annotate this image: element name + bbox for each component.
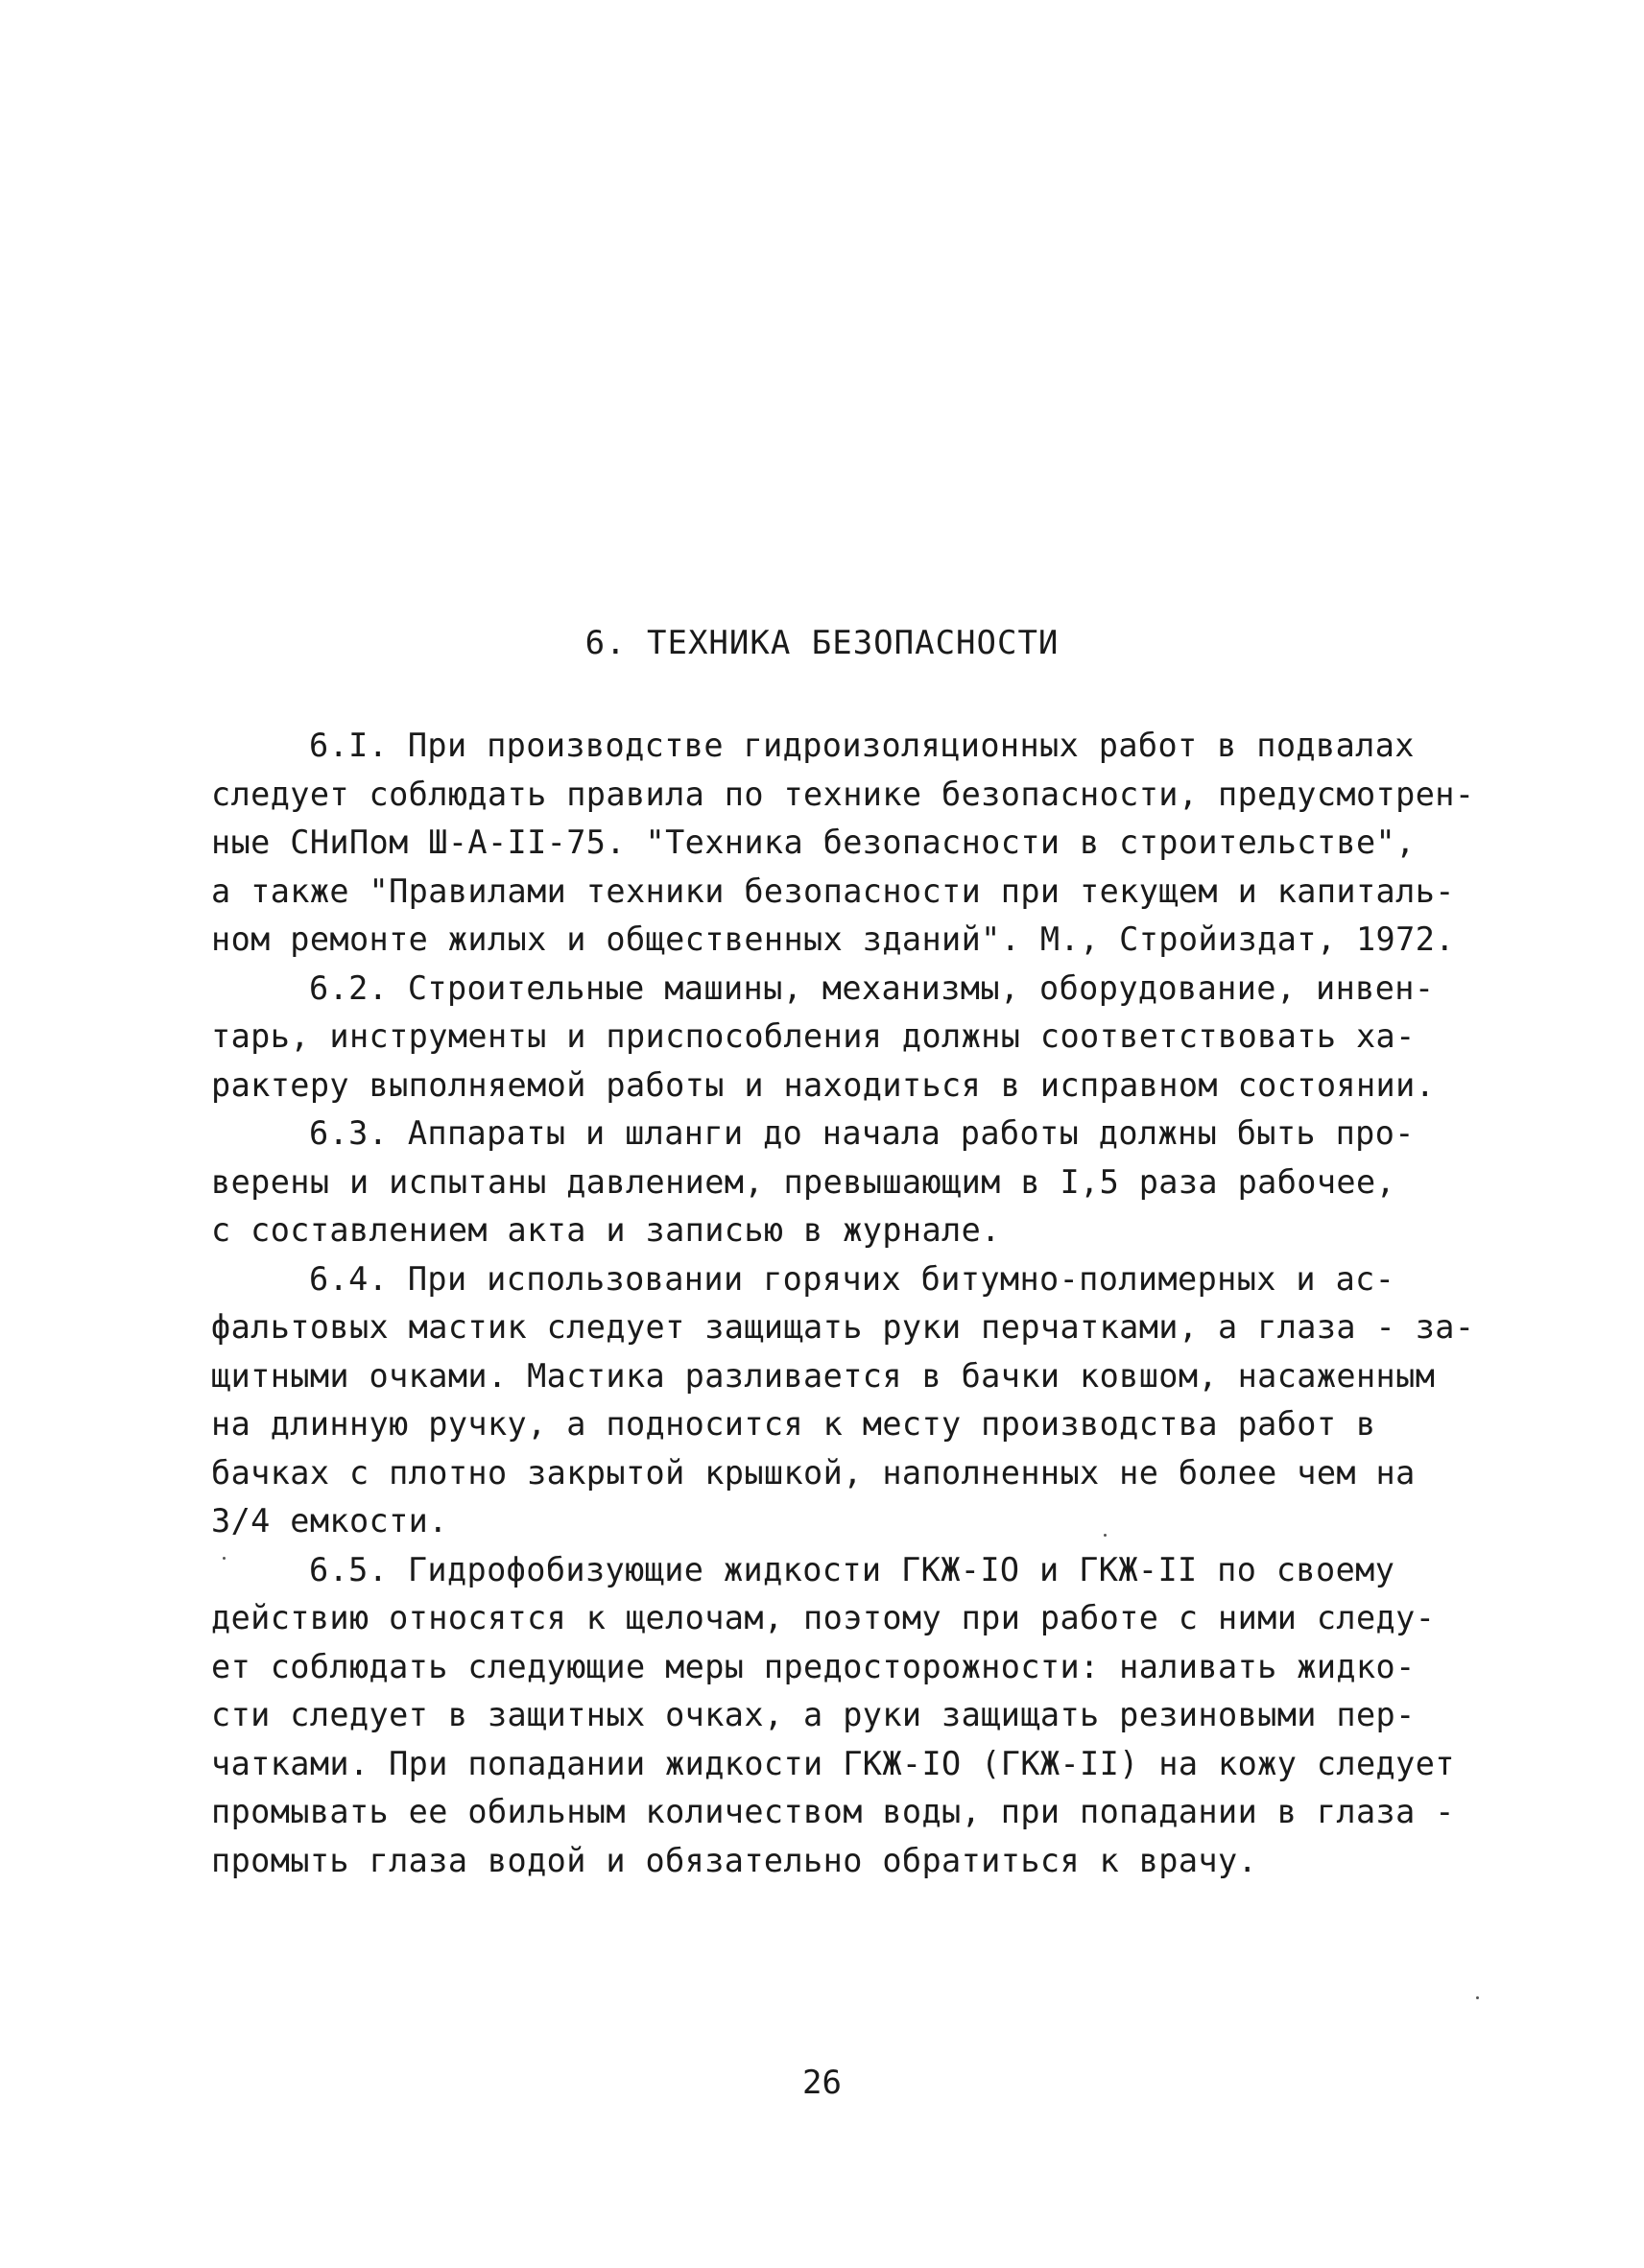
body-text bbox=[211, 722, 1475, 1885]
text-line: действию относятся к щелочам, поэтому при работе с ними следу- bbox=[211, 1599, 1436, 1636]
text-line: 6.I. При производстве гидроизоляционных работ в подвалах bbox=[309, 727, 1415, 764]
text-line: чатками. При попадании жидкости ГКЖ-IO (ГКЖ-II) на кожу следует bbox=[211, 1744, 1455, 1782]
text-line: промывать ее обильным количеством воды, при попадании в глаза - bbox=[211, 1793, 1455, 1830]
text-line: 6.5. Гидрофобизующие жидкости ГКЖ-IO и ГКЖ-II по своему bbox=[309, 1550, 1395, 1588]
text-line: ные СНиПом Ш-А-II-75. "Техника безопасности в строительстве", bbox=[211, 824, 1416, 861]
text-line: 6.4. При использовании горячих битумно-полимерных и ас- bbox=[309, 1259, 1395, 1298]
section-heading: 6. ТЕХНИКА БЕЗОПАСНОСТИ bbox=[584, 624, 1060, 662]
text-line: рактеру выполняемой работы и находиться в исправном состоянии. bbox=[211, 1065, 1436, 1104]
scan-speck bbox=[1476, 1996, 1479, 1999]
scan-speck bbox=[1104, 1534, 1107, 1537]
text-line: сти следует в защитных очках, а руки защищать резиновыми пер- bbox=[211, 1696, 1416, 1733]
text-line: фальтовых мастик следует защищать руки перчатками, а глаза - за- bbox=[211, 1308, 1475, 1346]
text-line: 6.3. Аппараты и шланги до начала работы должны быть про- bbox=[309, 1114, 1415, 1152]
text-line: на длинную ручку, а подносится к месту производства работ в bbox=[211, 1405, 1376, 1443]
text-line: следует соблюдать правила по технике безопасности, предусмотрен- bbox=[211, 775, 1475, 813]
text-line: промыть глаза водой и обязательно обратиться к врачу. bbox=[211, 1841, 1258, 1879]
text-line: а также "Правилами техники безопасности при текущем и капиталь- bbox=[211, 871, 1455, 910]
page-number: 26 bbox=[802, 2064, 842, 2102]
text-line: 6.2. Строительные машины, механизмы, оборудование, инвен- bbox=[309, 968, 1435, 1007]
scan-speck bbox=[223, 1557, 226, 1560]
text-line: верены и испытаны давлением, превышающим в I,5 раза рабочее, bbox=[211, 1162, 1396, 1201]
text-line: 3/4 емкости. bbox=[211, 1502, 448, 1540]
text-line: бачках с плотно закрытой крышкой, наполненных не более чем на bbox=[211, 1453, 1416, 1492]
text-line: ет соблюдать следующие меры предосторожности: наливать жидко- bbox=[211, 1647, 1416, 1685]
text-line: с составлением акта и записью в журнале. bbox=[211, 1211, 1001, 1249]
text-line: тарь, инструменты и приспособления должны соответствовать ха- bbox=[211, 1017, 1416, 1055]
text-line: щитными очками. Мастика разливается в бачки ковшом, насаженным bbox=[211, 1356, 1436, 1395]
text-line: ном ремонте жилых и общественных зданий". М., Стройиздат, 1972. bbox=[211, 920, 1455, 958]
